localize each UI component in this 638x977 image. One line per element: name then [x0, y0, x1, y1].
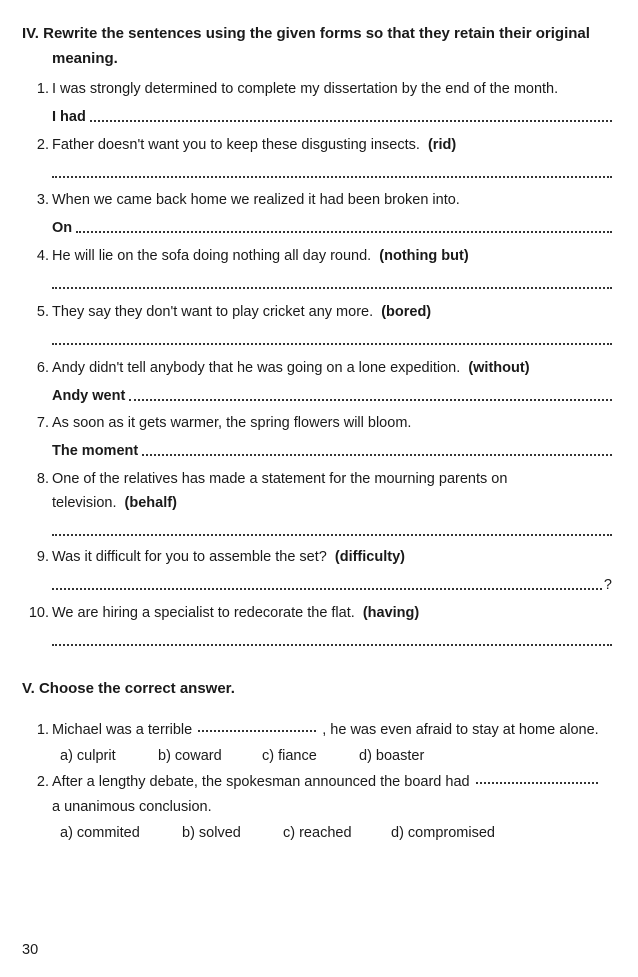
item-hint: (having)	[362, 605, 420, 621]
item-sentence: I was strongly determined to complete my dissertation by the end of the month.	[52, 81, 559, 97]
answer-line[interactable]	[52, 521, 612, 539]
answer-line[interactable]: Andy went	[52, 386, 612, 404]
item-hint: (nothing but)	[379, 248, 469, 264]
item-sentence: Andy didn't tell anybody that he was going on a lone expedition.	[52, 360, 461, 376]
answer-line[interactable]	[52, 330, 612, 348]
answer-line[interactable]: ?	[52, 575, 612, 593]
item-sentence-continued: television.	[52, 495, 117, 511]
section-iv-title: IV. Rewrite the sentences using the given forms so that they retain their original meaning.	[22, 25, 590, 67]
item-hint: (without)	[468, 360, 530, 376]
item-sentence: They say they don't want to play cricket any more.	[52, 304, 374, 320]
option-a[interactable]: a) commited	[60, 825, 140, 841]
item-sentence: Father doesn't want you to keep these disgusting insects.	[52, 137, 420, 153]
option-b[interactable]: b) coward	[158, 748, 222, 764]
answer-blank[interactable]	[198, 730, 316, 732]
section-v-title: V. Choose the correct answer.	[22, 680, 235, 697]
item-hint: (bored)	[381, 304, 432, 320]
item-sentence: Was it difficult for you to assemble the set?	[52, 549, 327, 565]
item-sentence: When we came back home we realized it had been broken into.	[52, 192, 460, 208]
item-sentence: As soon as it gets warmer, the spring flowers will bloom.	[52, 415, 412, 431]
page-number: 30	[22, 942, 39, 958]
item-hint: (difficulty)	[334, 549, 405, 565]
option-d[interactable]: d) boaster	[359, 748, 425, 764]
worksheet-page: IV. Rewrite the sentences using the given forms so that they retain their original meaning. 1. I was strongly determined to complete my dissertation by the end of the month. I had 2. Father doesn't want you to keep these disgusting insects. (rid) 3. When we came back home we realized it had been broken into. On 4. He will lie on the sofa doing nothing all day round. (nothing but) 5. They say they don't want to play cricket any more. (bored) 6. Andy didn't tell anybody that he was going on a lone expedition. (without) Andy went 7. As soon as it gets warmer, the spring flowers will bloom. The moment 8. One of the relatives has made a statement for the mourning parents on television. (behalf) 9. Was it difficult for you to assemble the set? (difficulty) ? 10. We are hiring a specialist to redecorate the flat. (having) V. Choose the correct answer. 1. Michael was a terrible , he was even afraid to stay at home alone. a) culprit b) coward c) fiance d) boaster 2. After a lengthy debate, the spokesman announced the board had a unanimous conclusion. a) commited b) solved c) reached d) compromised 30	[0, 0, 638, 977]
option-c[interactable]: c) fiance	[262, 748, 317, 764]
item-sentence: He will lie on the sofa doing nothing all day round.	[52, 248, 372, 264]
option-a[interactable]: a) culprit	[60, 748, 116, 764]
answer-line[interactable]: I had	[52, 107, 612, 125]
option-c[interactable]: c) reached	[283, 825, 352, 841]
answer-line[interactable]	[52, 274, 612, 292]
item-sentence: One of the relatives has made a statement for the mourning parents on	[52, 471, 508, 487]
answer-line[interactable]	[52, 163, 612, 181]
item-hint: (rid)	[427, 137, 457, 153]
option-d[interactable]: d) compromised	[391, 825, 495, 841]
item-hint: (behalf)	[124, 495, 177, 511]
item-sentence: We are hiring a specialist to redecorate the flat.	[52, 605, 355, 621]
answer-line[interactable]	[52, 631, 612, 649]
answer-line[interactable]: The moment	[52, 441, 612, 459]
answer-blank[interactable]	[476, 782, 598, 784]
answer-line[interactable]: On	[52, 218, 612, 236]
option-b[interactable]: b) solved	[182, 825, 241, 841]
